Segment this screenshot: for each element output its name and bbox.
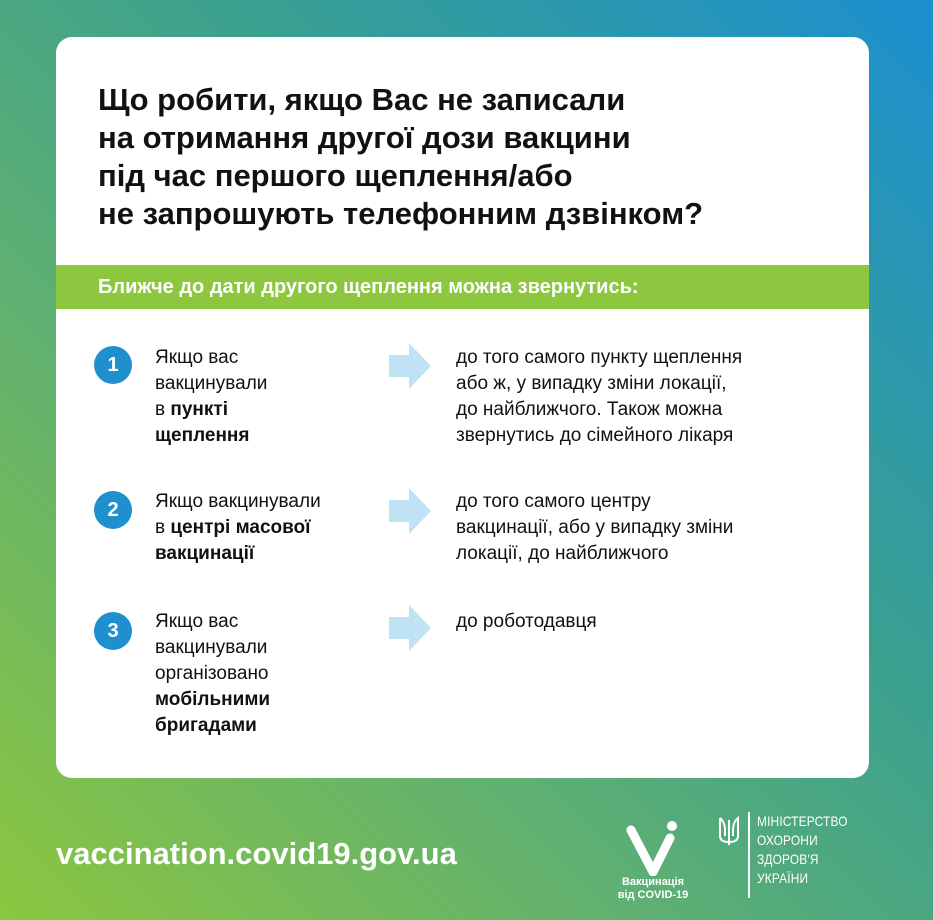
subheading-band bbox=[56, 265, 869, 309]
condition-line bbox=[155, 515, 375, 541]
destination-line: звернутись до сімейного лікаря bbox=[456, 425, 734, 446]
page-title bbox=[98, 81, 838, 233]
condition-text bbox=[155, 345, 375, 449]
info-card bbox=[56, 37, 869, 778]
condition-bold: пункті bbox=[170, 399, 228, 420]
destination-text bbox=[456, 345, 856, 449]
condition-line: організовано bbox=[155, 663, 269, 684]
destination-line: до роботодавця bbox=[456, 611, 597, 632]
step-number-badge: 3 bbox=[94, 612, 132, 650]
condition-line: Якщо вакцинували bbox=[155, 491, 321, 512]
condition-bold: вакцинації bbox=[155, 543, 255, 564]
destination-line: до того самого центру bbox=[456, 491, 651, 512]
arrow-right-icon bbox=[389, 343, 431, 389]
step-number-badge: 2 bbox=[94, 491, 132, 529]
condition-line: вакцинували bbox=[155, 637, 268, 658]
condition-bold: щеплення bbox=[155, 425, 250, 446]
title-line: не запрошують телефонним дзвінком? bbox=[98, 196, 704, 231]
ministry-logo bbox=[717, 812, 867, 902]
condition-bold: бригадами bbox=[155, 715, 257, 736]
condition-fragment: в bbox=[155, 399, 171, 420]
vaccination-logo-line: Вакцинація bbox=[621, 876, 685, 888]
arrow-right-icon bbox=[389, 605, 431, 651]
title-line: Що робити, якщо Вас не записали bbox=[98, 82, 626, 117]
vaccination-logo-text bbox=[607, 876, 699, 902]
vaccination-v-logo-icon bbox=[625, 820, 681, 876]
condition-fragment: в bbox=[155, 517, 171, 538]
condition-bold: мобільними bbox=[155, 689, 271, 710]
ministry-logo-line: МІНІСТЕРСТВО bbox=[757, 813, 848, 829]
title-line: на отримання другої дози вакцини bbox=[98, 120, 631, 155]
website-link[interactable]: vaccination.covid19.gov.ua bbox=[56, 836, 457, 871]
destination-line: або ж, у випадку зміни локації, bbox=[456, 373, 727, 394]
title-line: під час першого щеплення/або bbox=[98, 158, 573, 193]
vaccination-logo-line: від COVID-19 bbox=[617, 889, 689, 901]
condition-line: Якщо вас bbox=[155, 347, 239, 368]
ministry-logo-text bbox=[757, 812, 848, 888]
destination-line: локації, до найближчого bbox=[456, 543, 669, 564]
logo-divider bbox=[748, 812, 750, 898]
ministry-logo-line: ЗДОРОВ'Я bbox=[757, 851, 819, 867]
ministry-logo-line: УКРАЇНИ bbox=[757, 870, 809, 886]
destination-line: до того самого пункту щеплення bbox=[456, 347, 743, 368]
trident-icon bbox=[717, 816, 741, 846]
condition-line bbox=[155, 397, 375, 423]
condition-bold: центрі масової bbox=[170, 517, 311, 538]
step-number-badge: 1 bbox=[94, 346, 132, 384]
condition-text bbox=[155, 489, 375, 567]
condition-line: Якщо вас bbox=[155, 611, 239, 632]
destination-text bbox=[456, 609, 856, 635]
condition-text bbox=[155, 609, 375, 739]
destination-line: до найближчого. Також можна bbox=[456, 399, 723, 420]
condition-line: вакцинували bbox=[155, 373, 268, 394]
destination-text bbox=[456, 489, 856, 567]
vaccination-logo bbox=[607, 820, 699, 906]
destination-line: вакцинації, або у випадку зміни bbox=[456, 517, 734, 538]
arrow-right-icon bbox=[389, 488, 431, 534]
ministry-logo-line: ОХОРОНИ bbox=[757, 832, 818, 848]
subheading-text: Ближче до дати другого щеплення можна звернутись: bbox=[98, 276, 639, 298]
